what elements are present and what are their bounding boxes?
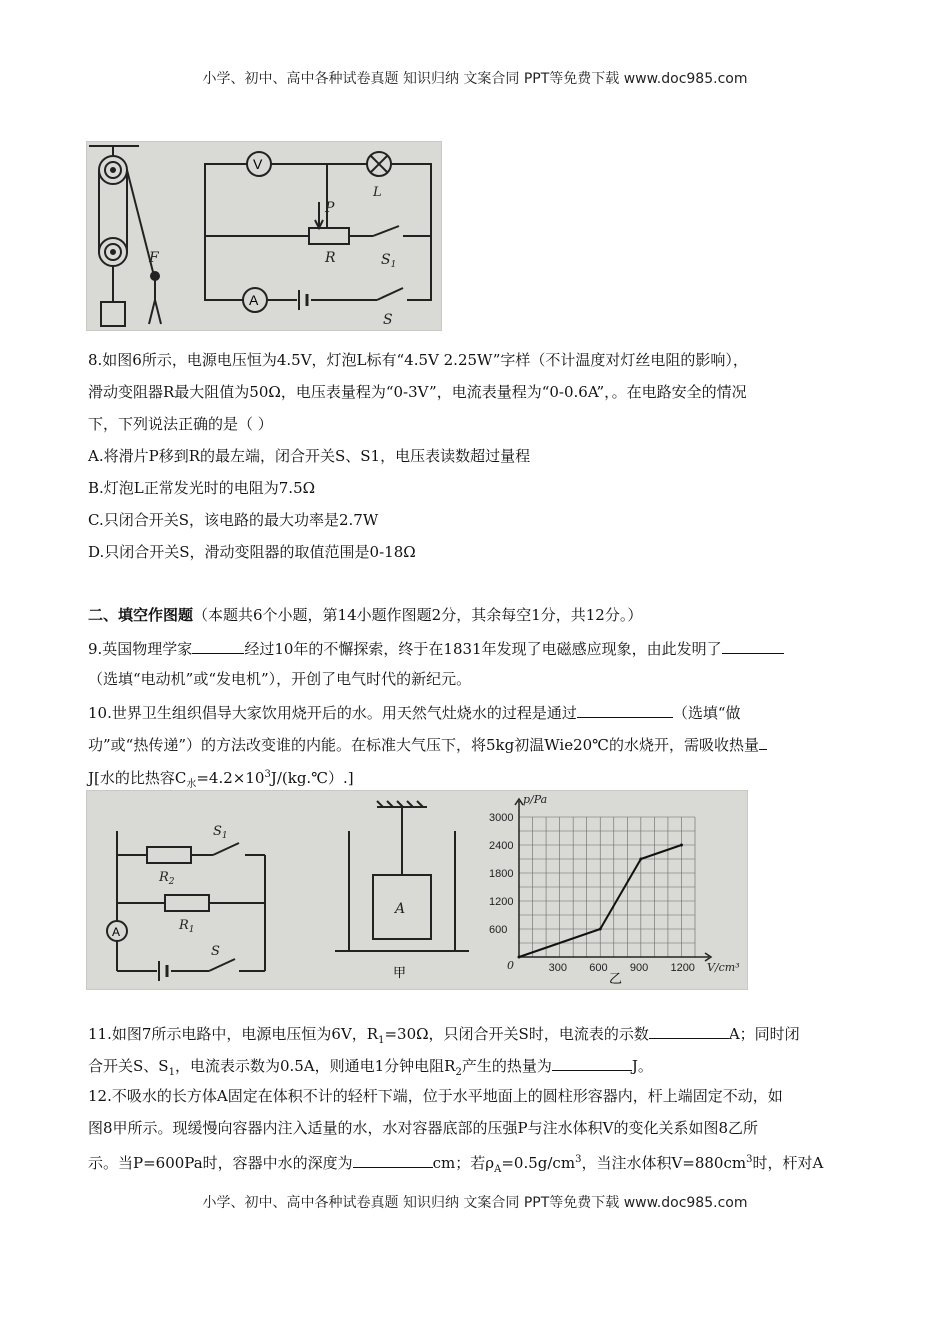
q9-line-1 (88, 637, 868, 659)
q10-text-e: =4.2×10 (196, 769, 265, 787)
battery-fig7 (157, 961, 171, 981)
x-tick-label: 1200 (670, 962, 695, 974)
y-tick-label: 600 (489, 924, 508, 936)
block-a-label: A (395, 901, 406, 917)
q10-text-a: 10.世界卫生组织倡导大家饮用烧开后的水。用天然气灶烧水的过程是通过 (88, 704, 577, 722)
q12-sup-2: 3 (746, 1154, 753, 1165)
y-axis-label: p/Pa (523, 793, 548, 806)
q12-blank-1[interactable] (353, 1151, 433, 1168)
q10-sup: 3 (264, 769, 271, 780)
resistor-r1 (165, 895, 209, 911)
y-tick-label: 3000 (489, 812, 514, 824)
q10-text-f: J/(kg.℃）.] (270, 769, 354, 787)
switch-s-fig7-label: S (211, 944, 220, 959)
y-tick-label: 1200 (489, 896, 514, 908)
container-caption: 甲 (393, 966, 407, 981)
q12-text-c: =0.5g/cm (501, 1154, 576, 1172)
q8-option-b: B.灯泡L正常发光时的电阻为7.5Ω (88, 479, 316, 497)
q12-sup-1: 3 (575, 1154, 582, 1165)
q9-line-2: （选填“电动机”或“发电机”），开创了电气时代的新纪元。 (88, 670, 472, 688)
section-2-heading (88, 605, 868, 625)
q11-sub-2: 1 (168, 1067, 175, 1078)
switch-s1-fig7 (213, 843, 239, 855)
q10-blank-1[interactable] (577, 701, 673, 718)
section-2-title: 二、填空作图题 (88, 606, 194, 624)
switch-s-symbol (377, 288, 407, 328)
figure-7-8-photo (86, 790, 748, 990)
q10-text-c: 功”或“热传递”）的方法改变谁的内能。在标准大气压下，将5kg初温Wie20℃的水烧开，需吸收热量 (88, 736, 759, 754)
q11-line-2 (88, 1054, 868, 1083)
page-header: 小学、初中、高中各种试卷真题 知识归纳 文案合同 PPT等免费下载 www.doc985.com (202, 71, 748, 87)
q11-blank-1[interactable] (649, 1022, 729, 1039)
q10-sub-water: 水 (186, 779, 197, 790)
figure-6-circuit-photo (86, 141, 442, 331)
switch-s1-symbol (373, 226, 403, 270)
data-point (518, 956, 521, 959)
q11-sub-1: 1 (378, 1035, 385, 1046)
q8-option-a: A.将滑片P移到R的最左端，闭合开关S、S1，电压表读数超过量程 (88, 447, 531, 465)
q12-line-2: 图8甲所示。现缓慢向容器内注入适量的水，水对容器底部的压强P与注水体积V的变化关系如图8乙所 (88, 1119, 759, 1137)
resistor-label: R (325, 250, 336, 266)
pressure-volume-chart (489, 793, 740, 974)
pulley-system (89, 146, 161, 326)
q11-text-e: ，电流表示数为0.5A，则通电1分钟电阻R (174, 1057, 456, 1075)
q11-text-d: 合开关S、S (88, 1057, 169, 1075)
y-tick-label: 1800 (489, 868, 514, 880)
slider-label: P (325, 200, 335, 216)
q11-text-c: A；同时闭 (728, 1025, 800, 1043)
q12-text-a: 示。当P=600Pa时，容器中水的深度为 (88, 1154, 353, 1172)
x-tick-label: 900 (629, 962, 649, 974)
data-point (639, 858, 642, 861)
q12-text-b: cm；若ρ (432, 1154, 495, 1172)
x-tick-label: 600 (589, 962, 608, 974)
q9-blank-1[interactable] (192, 637, 244, 654)
battery-symbol (297, 290, 311, 310)
q9-text-a: 9.英国物理学家 (88, 640, 193, 658)
q11-text-b: =30Ω，只闭合开关S时，电流表的示数 (384, 1025, 649, 1043)
switch-s-label: S (383, 312, 393, 328)
q8-line-2: 滑动变阻器R最大阻值为50Ω，电压表量程为“0-3V”，电流表量程为“0-0.6A”，。在电路安全的情况 (88, 383, 747, 401)
ammeter-symbol (243, 288, 267, 312)
origin-label: 0 (507, 959, 514, 972)
data-point (680, 844, 683, 847)
x-axis-label: V/cm³ (707, 961, 740, 974)
q8-option-d: D.只闭合开关S，滑动变阻器的取值范围是0-18Ω (88, 543, 416, 561)
lamp-label: L (373, 185, 382, 200)
lamp-symbol (367, 152, 391, 200)
q11-line-1 (88, 1022, 868, 1051)
q12-line-3 (88, 1150, 868, 1180)
page-footer: 小学、初中、高中各种试卷真题 知识归纳 文案合同 PPT等免费下载 www.doc985.com (202, 1195, 748, 1211)
voltmeter-symbol (247, 152, 271, 176)
section-2-note: （本题共6个小题，第14小题作图题2分，其余每空1分，共12分。） (193, 606, 643, 624)
figure-6-drawing (87, 142, 441, 330)
q9-blank-2[interactable] (722, 637, 784, 654)
q12-text-e: 时，杆对A (752, 1154, 824, 1172)
ammeter-fig7-label: A (112, 925, 121, 939)
q10-text-b: （选填“做 (672, 704, 741, 722)
q10-text-d: J[水的比热容C (88, 769, 187, 787)
data-point (599, 928, 602, 931)
y-tick-label: 2400 (489, 840, 514, 852)
switch-s1-fig7-label: $S_1$ (213, 824, 228, 841)
q8-line-1: 8.如图6所示，电源电压恒为4.5V，灯泡L标有“4.5V 2.25W”字样（不计温度对灯丝电阻的影响）， (88, 351, 748, 369)
q12-line-1: 12.不吸水的长方体A固定在体积不计的轻杆下端，位于水平地面上的圆柱形容器内，杆上端固定不动，如 (88, 1087, 783, 1105)
q10-line-1 (88, 701, 868, 723)
switch-s-fig7-gap (209, 965, 239, 977)
q9-text-b: 经过10年的不懈探索，终于在1831年发现了电磁感应现象，由此发明了 (244, 640, 722, 658)
q8-option-c: C.只闭合开关S，该电路的最大功率是2.7W (88, 511, 379, 529)
resistor-r2-label: $R_2$ (159, 870, 175, 887)
chart-caption: 乙 (609, 972, 623, 987)
q11-blank-2[interactable] (552, 1054, 632, 1071)
resistor-r1-label: $R_1$ (179, 918, 195, 935)
q11-sub-3: 2 (455, 1067, 462, 1078)
q10-blank-2[interactable] (759, 733, 767, 750)
q11-text-f: 产生的热量为 (461, 1057, 552, 1075)
q10-line-2 (88, 733, 868, 755)
force-label: F (149, 250, 159, 266)
voltmeter-label: V (253, 156, 263, 172)
resistor-r2 (147, 847, 191, 863)
switch-s1-label: $S_1$ (381, 252, 397, 270)
q12-sub: A (494, 1164, 502, 1175)
q11-text-a: 11.如图7所示电路中，电源电压恒为6V，R (88, 1025, 379, 1043)
x-tick-label: 300 (548, 962, 567, 974)
q12-text-d: ，当注水体积V=880cm (581, 1154, 747, 1172)
q8-line-3: 下，下列说法正确的是（ ） (88, 415, 273, 433)
figure-7-8-drawing (87, 791, 747, 989)
ammeter-label: A (249, 292, 259, 308)
q11-text-g: J。 (631, 1057, 653, 1075)
